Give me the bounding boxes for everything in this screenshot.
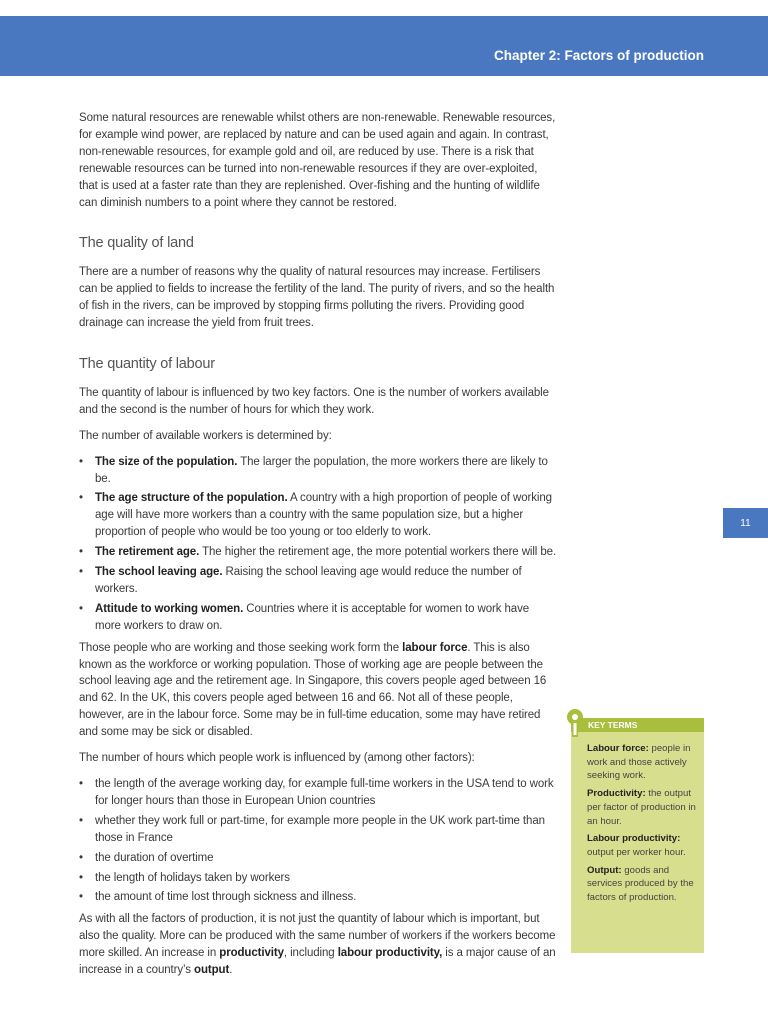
- key-terms-header: KEY TERMS: [571, 718, 704, 732]
- list-item-text: Raising the school leaving age would reduce the number of workers.: [95, 566, 522, 595]
- bullet-icon: •: [79, 871, 83, 884]
- list-item-term: Attitude to working women.: [95, 602, 244, 615]
- bullet-icon: •: [79, 851, 83, 864]
- list-item-text: Countries where it is acceptable for women to work have more workers to draw on.: [95, 602, 530, 632]
- closing-text-3: is a major cause of an increase in a country’s: [79, 947, 556, 977]
- bullet-icon: •: [79, 455, 83, 468]
- list-item-text: The higher the retirement age, the more potential workers there will be.: [199, 546, 557, 559]
- list-item-text: the duration of overtime: [95, 851, 214, 864]
- land-paragraph: There are a number of reasons why the quality of natural resources may increase. Fertilisers can be applied to fields to increase the fertility of the land. The purity of rivers, and so the health of fish in the rivers, can be improved by stopping firms polluting the rivers. Providing good drainage can increase the yield from fruit trees.: [79, 266, 555, 330]
- bullet-icon: •: [79, 546, 83, 559]
- list-item: [79, 564, 557, 598]
- key-terms-list: [571, 732, 704, 905]
- closing-paragraph: [79, 911, 557, 979]
- bullet-icon: •: [79, 814, 83, 827]
- key-term-entry: [587, 832, 696, 859]
- key-term-entry: [587, 742, 696, 783]
- list-item-term: The size of the population.: [95, 455, 238, 468]
- hours-list: [79, 776, 557, 906]
- key-terms-box: [571, 718, 704, 953]
- list-item-term: The retirement age.: [95, 546, 200, 559]
- page-number-tab: [723, 508, 768, 538]
- key-term-definition: output per worker hour.: [587, 846, 686, 858]
- list-item: [79, 889, 557, 906]
- list-item: [79, 454, 557, 488]
- heading-quantity-of-labour: The quantity of labour: [79, 355, 215, 372]
- bullet-icon: •: [79, 778, 83, 790]
- labour-force-paragraph: [79, 640, 557, 741]
- chapter-header: [0, 16, 768, 76]
- bullet-icon: •: [79, 602, 83, 615]
- bullet-icon: •: [79, 566, 83, 579]
- closing-text-4: .: [229, 964, 233, 977]
- intro-paragraph: Some natural resources are renewable whilst others are non-renewable. Renewable resources, for example wind power, are replaced by nature and can be used again and again. In contrast, non-renewable resources, for example gold and oil, are reduced by use. There is a risk that renewable resources can be turned into non-renewable resources if they are over-exploited, that is used at a faster rate than they are replenished. Over-fishing and the hunting of wildlife can diminish numbers to a point where they cannot be restored.: [79, 112, 556, 209]
- chapter-title: Chapter 2: Factors of production: [493, 48, 704, 63]
- main-content: [79, 110, 557, 988]
- key-term-entry: [587, 787, 696, 828]
- key-term: Output:: [587, 864, 622, 876]
- list-item-term: The age structure of the population.: [95, 492, 288, 505]
- list-item: [79, 776, 557, 810]
- key-term: Labour force:: [587, 743, 649, 754]
- list-item-text: the length of the average working day, for example full-time workers in the USA tend to work for longer hours than those in European Union countries: [95, 778, 554, 807]
- list-item: [79, 601, 557, 635]
- list-item: [79, 544, 557, 561]
- list-item-text: The larger the population, the more workers there are likely to be.: [95, 455, 548, 485]
- list-item-text: the amount of time lost through sickness and illness.: [95, 891, 357, 904]
- heading-quality-of-land: The quality of land: [79, 235, 194, 252]
- workers-list: [79, 454, 557, 635]
- labour-productivity-term: labour productivity,: [337, 947, 443, 960]
- closing-text-1: As with all the factors of production, it is not just the quantity of labour which is important, but also the quality. More can be produced with the same number of workers if the workers become more skilled. An increase in: [79, 913, 556, 960]
- list-item-text: the length of holidays taken by workers: [95, 871, 290, 884]
- hours-intro: The number of hours which people work is influenced by (among other factors):: [79, 752, 475, 765]
- labour-force-term: labour force: [402, 641, 468, 654]
- closing-text-2: , including: [283, 947, 338, 960]
- labour-paragraph-2: The number of available workers is determined by:: [79, 429, 332, 442]
- list-item: [79, 870, 557, 887]
- page-number: 11: [740, 517, 751, 529]
- labour-force-text-2: . This is also known as the workforce or working population. Those of working age are people between the school leaving age and the retirement age. In Singapore, this covers people aged between 16 and 62. In the UK, this covers people aged between 16 and 66. Not all of these people, however, are in the labour force. Some may be in full-time education, some may have retired and some may be sick or disabled.: [79, 641, 547, 739]
- key-icon: [565, 709, 585, 739]
- key-term: Labour productivity:: [587, 833, 681, 845]
- list-item-text: whether they work full or part-time, for example more people in the UK work part-time than those in France: [95, 814, 545, 844]
- key-term-definition: the output per factor of production in an hour.: [587, 788, 696, 827]
- key-term-definition: people in work and those actively seeking work.: [587, 743, 691, 782]
- key-term-definition: goods and services produced by the factors of production.: [587, 864, 694, 904]
- list-item-term: The school leaving age.: [95, 566, 223, 579]
- output-term: output: [194, 964, 230, 977]
- list-item: [79, 490, 557, 541]
- labour-force-text-1: Those people who are working and those seeking work form the: [79, 641, 403, 654]
- productivity-term: productivity: [219, 947, 284, 960]
- labour-paragraph-1: The quantity of labour is influenced by two key factors. One is the number of workers available and the second is the number of hours for which they work.: [79, 386, 549, 416]
- list-item-text: A country with a high proportion of people of working age will have more workers than a country with the same population size, but a higher proportion of people who would be too young or too elderly to work.: [95, 492, 552, 539]
- key-term-entry: [587, 864, 696, 905]
- list-item: [79, 850, 557, 867]
- bullet-icon: •: [79, 891, 83, 904]
- bullet-icon: •: [79, 492, 83, 505]
- key-term: Productivity:: [587, 788, 646, 800]
- list-item: [79, 813, 557, 847]
